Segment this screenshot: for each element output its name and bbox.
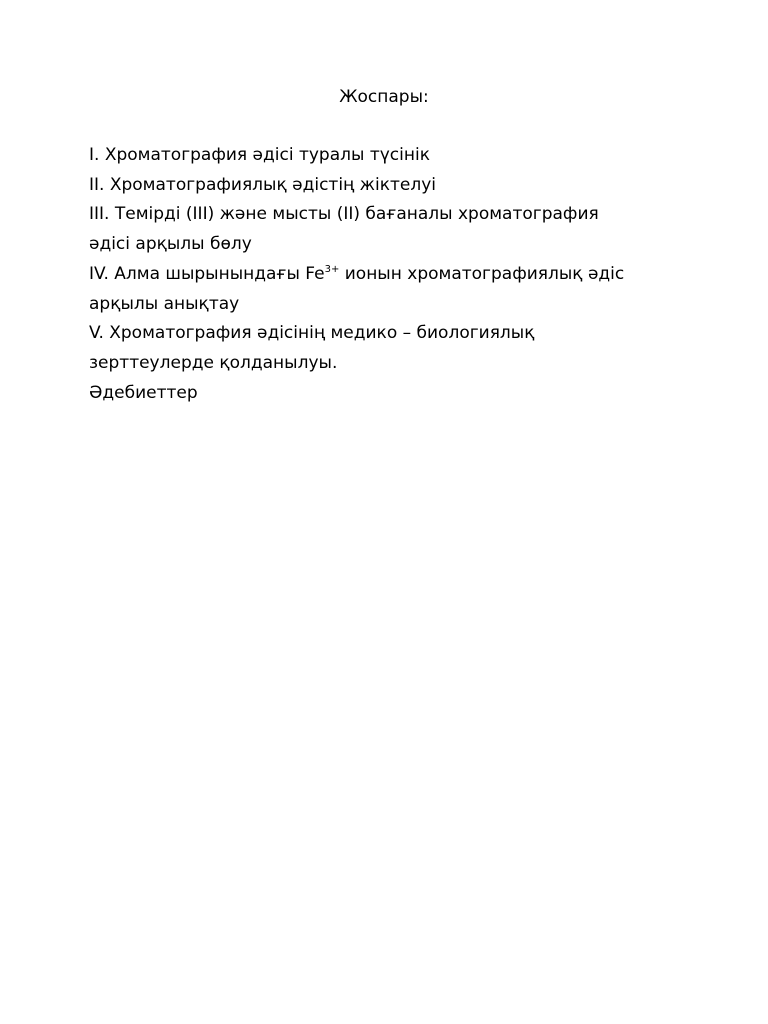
plan-item-4-text-end: ионын хроматографиялық әдіс xyxy=(339,263,625,284)
plan-item-4-continued: арқылы анықтау xyxy=(89,293,240,314)
plan-item-1: I. Хроматография әдісі туралы түсінік xyxy=(89,145,430,165)
plan-item-5: V. Хроматография әдісінің медико – биологиялық xyxy=(89,323,535,344)
plan-list xyxy=(89,141,689,408)
references-heading: Әдебиеттер xyxy=(89,382,198,403)
plan-item-3: III. Темірді (ІІІ) және мысты (ІІ) бағаналы хроматография xyxy=(89,204,599,225)
plan-item-3-continued: әдісі арқылы бөлу xyxy=(89,234,252,255)
page-title: Жоспары: xyxy=(339,87,429,107)
plan-item-5-continued: зерттеулерде қолданылуы. xyxy=(89,352,338,373)
ion-charge-superscript: 3+ xyxy=(324,263,340,275)
plan-item-2: II. Хроматографиялық әдістің жіктелуі xyxy=(89,174,436,195)
plan-item-4-text-start: IV. Алма шырынындағы Fe xyxy=(89,263,325,284)
plan-item-4 xyxy=(89,260,689,290)
